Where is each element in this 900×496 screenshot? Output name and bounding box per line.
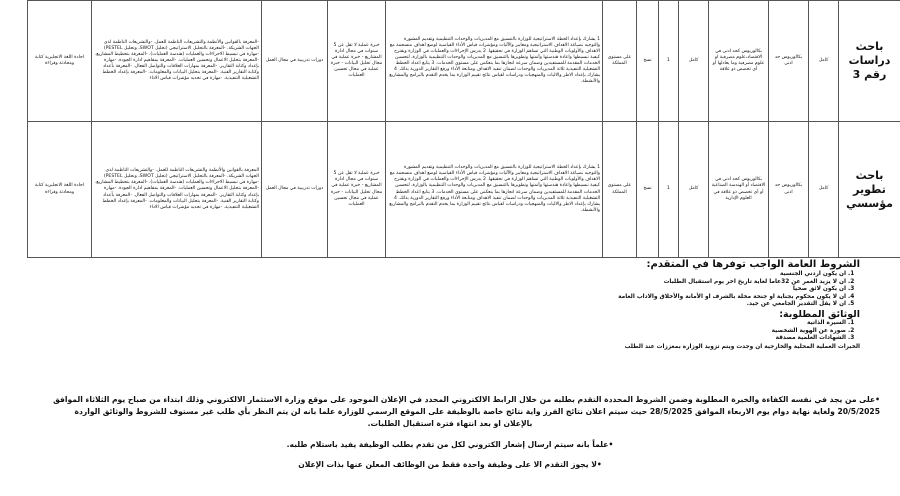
conditions-list	[30, 271, 860, 309]
job-training: دورات تدريبية في مجال العمل	[262, 122, 328, 258]
apply-instructions-line-2: 20/5/2025 ولغاية نهاية دوام يوم الاربعاء الموافق 28/5/2025 حيث سيتم اعلان نتائج الفرز واية نتائج خاصة بالوظيفة على الموقع الرسمي للوزارة علما بانه لن يتم النظر بأي طلب غير مستوف للشروط والوثائق الواردة	[74, 407, 880, 416]
email-notice: •علماً بانه سيتم ارسال إشعار الكتروني لكل من تقدم بطلب الوظيفة يفيد باستلام طلبه.	[286, 440, 614, 449]
job-qualification: بكالوريوس كحد ادنى في الاقتصاد أو الهندسة الصناعية أو أي تخصص ذو علاقة في العلوم الإدارية	[709, 122, 769, 258]
job-location: نسخ	[637, 122, 659, 258]
apply-instructions-line-1: •على من يجد في نفسه الكفاءة والخبرة المطلوبة وضمن الشروط المحددة التقدم بطلبه من خلال الرابط الالكتروني المحدد في الإعلان الموجود على موقع وزارة الاستثمار الالكتروني وذلك ابتداء من صباح يوم الثلاثاء الموافق	[53, 395, 880, 404]
job-type: كامل	[809, 1, 839, 122]
list-item: 2. صورة عن الهوية الشخصية	[30, 328, 846, 336]
single-application-notice: •لا يجوز التقدم الا على وظيفة واحدة فقط من الوظائف المعلن عنها بذات الإعلان	[298, 460, 602, 469]
job-status: كامل	[679, 1, 709, 122]
application-notes	[20, 394, 880, 471]
job-count: 1	[659, 122, 679, 258]
job-tasks: 1 يشارك بإعداد الخطة الاستراتيجية للوزارة بالتنسيق مع المديريات والوحدات التنظيمية وتقديم المشورة والتوجيه بصياغة الاهداف الاستراتيجية ومعايير والآليات ومؤشرات قياس الأداء القياسية لوضع اهداف منسجمة مع الاهداف والأولويات الوطنية التي تساهم الوزارة في تحقيقها. 2 يدرس الإجراءات والعمليات في الوزارة ويقترح كيفية تبسيطها واعادة هندستها وأتمتها وتطويرها بالتنسيق مع المديريات والوحدات التنظيمية بالوزارة، لتحسين الخدمات المقدمة للمستفيدين وضمان سرعة انجازها بما ينعكس على مستوى الخدمات. 3 يتابع اعداد الخطط التشغيلية التنفيذية ثلاثة المديريات والوحدات لضمان تنفيذ الاهداف ومتابعة الأداء ورفع التقارير الدورية بذلك. 4 يشارك بإعداد الاطر والاليات والمنهجيات ودراسات لقياس نتائج تقييم الوزارة بما يخدم التقدم بالبرامج والمشاريع والأنشطة.	[386, 1, 603, 122]
list-item: 3. ان يكون لائق صحيا	[30, 286, 846, 294]
job-title: باحث دراسات رقم 3	[839, 1, 900, 122]
conditions-section	[30, 258, 860, 351]
jobs-table	[27, 0, 900, 258]
list-item: 5. ان لا يقل التقدير الجامعي عن جيد.	[30, 301, 846, 309]
job-count: 1	[659, 1, 679, 122]
job-language: اجادة اللغة الانجليزية كتابة ومحادثة وقراءة	[28, 1, 92, 122]
job-experience: خبرة عملية لا تقل عن 5 سنوات في مجال ادارة المشاريع - خبرة عملية في مجال تحليل البيانات - خبرة عملية في مجال تحسين العمليات	[328, 1, 386, 122]
job-status: كامل	[679, 122, 709, 258]
job-language: اجادة اللغة الانجليزية كتابة ومحادثة وقراءة	[28, 122, 92, 258]
job-skills: -المعرفة بالقوانين والأنظمة والتشريعات الناظمة للعمل. -والتشريعات الناظمة لذي الجهات الشريكة. -المعرفة بالتحليل الاستراتيجي (تحليل SWOT، وتحليل PESTEL) -مهارة في تبسيط الاجراءات والعمليات (هندسة العمليات). -المعرفة بتخطيط المشاريع. -المعرفة بتحليل الاعمال وتحسين العمليات. -المعرفة بمفاهيم ادارة الجودة. -مهارة بإعداد وكتابة التقارير. -المعرفة بمهارات العلاقات والتواصل الفعال. -المعرفة بأعداد وكتابة التقارير الفنية. -المعرفة بتحليل البيانات والمعلومات. -المعرفة بإعداد الخطط التشغيلية التنفيذية. -مهارة في تحديد مؤشرات قياس الاداء	[92, 1, 262, 122]
job-training: دورات تدريبية في مجال العمل	[262, 1, 328, 122]
job-grade: بكالوريوس حد ادنى	[769, 1, 809, 122]
job-skills: المعرفة بالقوانين والأنظمة والتشريعات الناظمة للعمل. -والتشريعات الناظمة لذي الجهات الشريكة. -المعرفة بالتحليل الاستراتيجي (تحليل SWOT، وتحليل PESTEL) -مهارة في تبسيط الاجراءات والعمليات (هندسة العمليات). -المعرفة بتخطيط المشاريع. -المعرفة بتحليل الاعمال وتحسين العمليات. -المعرفة بمفاهيم ادارة الجودة. -مهارة بإعداد وكتابة التقارير. -المعرفة بمهارات العلاقات والتواصل الفعال. -المعرفة بأعداد وكتابة التقارير الفنية. -المعرفة بتحليل البيانات والمعلومات. -المعرفة بإعداد الخطط التشغيلية التنفيذية. -مهارة في تحديد مؤشرات قياس الاداء	[92, 122, 262, 258]
list-item: 2. ان لا يزيد العمر عن 32عاما لغاية تاريخ اخر يوم استقبال الطلبات	[30, 279, 846, 287]
list-item: 3. الشهادات العلمية مصدقة	[30, 335, 846, 343]
documents-list	[30, 320, 860, 343]
documents-heading: الوثائق المطلوبة:	[779, 308, 860, 320]
job-level: على مستوى المملكة	[603, 1, 637, 122]
job-qualification: بكالوريوس كحد ادنى في الاقتصاد،علوم مصرفية او علوم مصرفية وما يعادلها أو أي تخصص ذو علاقة	[709, 1, 769, 122]
conditions-heading: الشروط العامة الواجب توفرها في المتقدم:	[646, 259, 860, 270]
table-row	[28, 122, 900, 258]
list-item: 1. ان يكون اردني الجنسية	[30, 271, 846, 279]
apply-instructions-line-3: بالإعلان او بعد انتهاء فترة استقبال الطلبات.	[367, 419, 533, 428]
job-grade: بكالوريوس حد ادنى	[769, 122, 809, 258]
table-row	[28, 1, 900, 122]
job-tasks: 1 يشارك بإعداد الخطة الاستراتيجية للوزارة بالتنسيق مع المديريات والوحدات التنظيمية وتقديم المشورة والتوجيه بصياغة الاهداف الاستراتيجية ومعايير والآليات ومؤشرات قياس الأداء القياسية لوضع اهداف منسجمة مع الاهداف والأولويات الوطنية التي تساهم الوزارة في تحقيقها. 2 يدرس الإجراءات والعمليات في الوزارة ويقترح كيفية تبسيطها واعادة هندستها وأتمتها وتطويرها بالتنسيق مع المديريات والوحدات التنظيمية بالوزارة، لتحسين الخدمات المقدمة للمستفيدين وضمان سرعة انجازها بما ينعكس على مستوى الخدمات. 3 يتابع اعداد الخطط التشغيلية التنفيذية ثلاثة المديريات والوحدات لضمان تنفيذ الاهداف ومتابعة الأداء ورفع التقارير الدورية بذلك. 4 يشارك بإعداد الاطر والاليات والمنهجيات ودراسات لقياس نتائج تقييم الوزارة بما يخدم التقدم بالبرامج والمشاريع والأنشطة.	[386, 122, 603, 258]
job-level: على مستوى المملكة	[603, 122, 637, 258]
list-item: 1. السيرة الذاتية	[30, 320, 846, 328]
job-experience: خبرة عملية لا تقل عن 5 سنوات في مجال ادارة المشاريع - خبرة عملية في مجال تحليل البيانات - خبرة عملية في مجال تحسين العمليات	[328, 122, 386, 258]
job-type: كامل	[809, 122, 839, 258]
job-location: نسخ	[637, 1, 659, 122]
documents-extra: الخبرات العملية المحلية والخارجية ان وجدت ويتم تزويد الوزارة بمعززات عند الطلب	[624, 343, 860, 350]
job-title: باحث تطوير مؤسسي	[839, 122, 900, 258]
list-item: 4. ان لا يكون محكوم بجناية او جنحة مخلة بالشرف او الأمانة والأخلاق والاداب العامة	[30, 294, 846, 302]
